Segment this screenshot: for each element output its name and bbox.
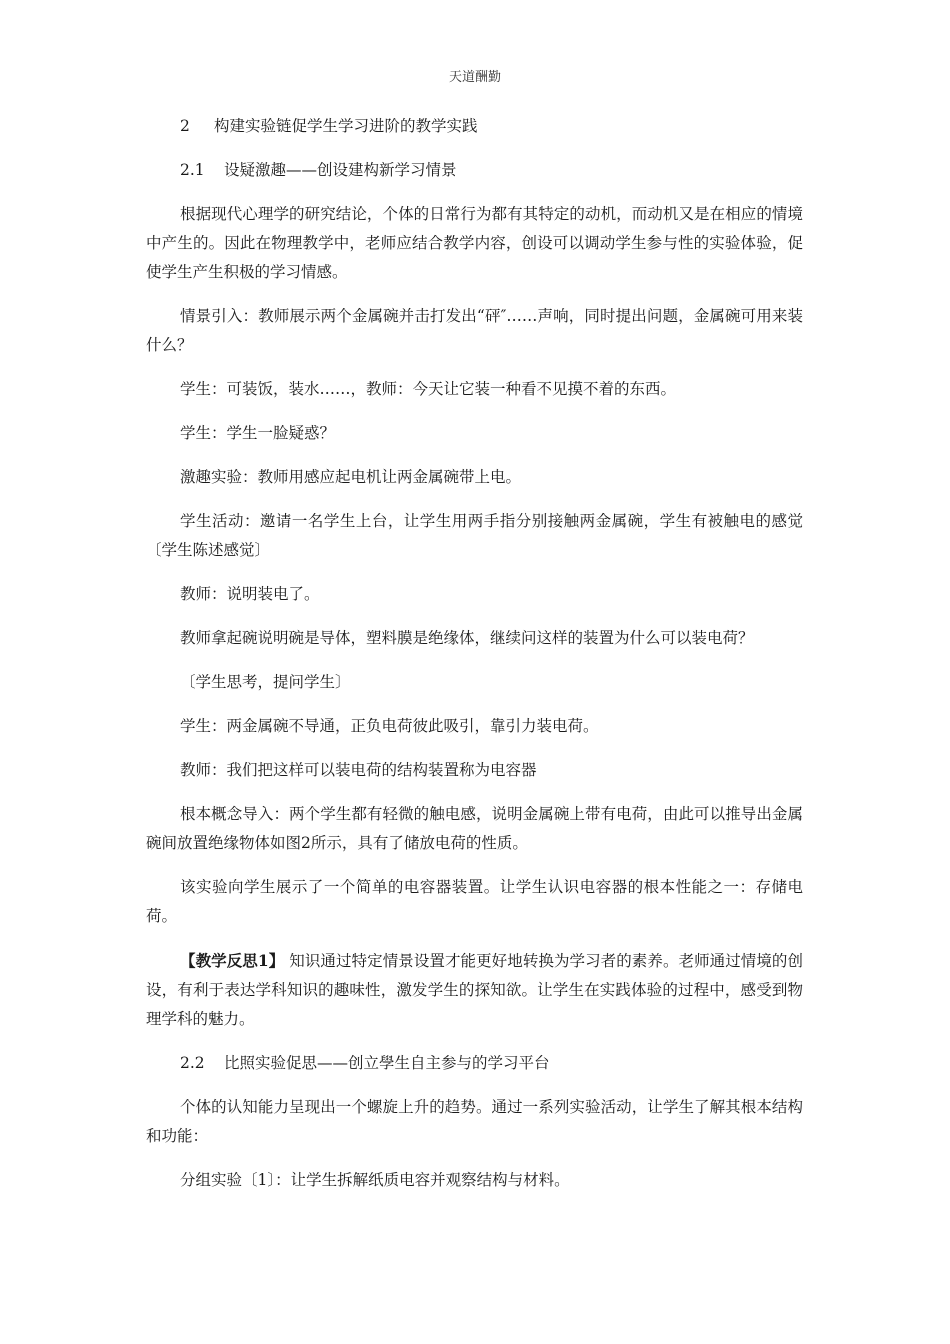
paragraph: 分组实验〔1〕：让学生拆解纸质电容并观察结构与材料。 [180, 1171, 570, 1189]
section-title: 构建实验链促学生学习进阶的教学实践 [214, 117, 478, 135]
paragraph: 学生：两金属碗不导通，正负电荷彼此吸引，靠引力装电荷。 [180, 717, 599, 735]
paragraph: 教师：我们把这样可以装电荷的结构装置称为电容器 [180, 761, 537, 779]
section-title: 设疑激趣——创设建构新学习情景 [224, 161, 457, 179]
section-heading-2-2 [146, 1049, 803, 1078]
paragraph: 根据现代心理学的研究结论，个体的日常行为都有其特定的动机，而动机又是在相应的情境中产生的。因此在物理教学中，老师应结合教学内容，创设可以调动学生参与性的实验体验，促使学生产生积极的学习情感。 [146, 205, 803, 281]
section-title: 比照实验促思——创立學生自主参与的学习平台 [224, 1054, 550, 1072]
section-number: 2.2 [180, 1054, 205, 1072]
section-number: 2.1 [180, 161, 205, 179]
section-heading-2-1 [146, 156, 803, 185]
paragraph: 〔学生思考，提问学生〕 [180, 673, 351, 691]
page-header: 天道酬勤 [448, 70, 501, 85]
paragraph: 教师拿起碗说明碗是导体，塑料膜是绝缘体，继续问这样的装置为什么可以装电荷？ [180, 629, 754, 647]
paragraph: 学生：学生一脸疑惑？ [180, 424, 336, 442]
paragraph: 教师：说明装电了。 [180, 585, 320, 603]
reflection-text: 知识通过特定情景设置才能更好地转换为学习者的素养。老师通过情境的创设，有利于表达学科知识的趣味性，激发学生的探知欲。让学生在实践体验的过程中，感受到物理学科的魅力。 [146, 952, 803, 1028]
section-heading-2 [146, 112, 803, 141]
paragraph: 情景引入：教师展示两个金属碗并击打发出“砰″……声响，同时提出问题，金属碗可用来装什么？ [146, 307, 803, 354]
paragraph: 个体的认知能力呈现出一个螺旋上升的趋势。通过一系列实验活动，让学生了解其根本结构和功能： [146, 1098, 803, 1145]
reflection-paragraph [146, 946, 803, 1034]
paragraph: 激趣实验：教师用感应起电机让两金属碗带上电。 [180, 468, 522, 486]
paragraph: 学生活动：邀请一名学生上台，让学生用两手指分别接触两金属碗，学生有被触电的感觉〔学生陈述感觉〕 [146, 512, 803, 559]
section-number: 2 [180, 117, 190, 135]
paragraph: 该实验向学生展示了一个简单的电容器装置。让学生认识电容器的根本性能之一：存储电荷。 [146, 878, 803, 925]
reflection-label: 【教学反思1】 [180, 951, 285, 970]
paragraph: 根本概念导入：两个学生都有轻微的触电感，说明金属碗上带有电荷，由此可以推导出金属碗间放置绝缘物体如图2所示，具有了储放电荷的性质。 [146, 805, 803, 852]
document-body [146, 112, 803, 1210]
paragraph: 学生：可装饭，装水……，教师：今天让它装一种看不见摸不着的东西。 [180, 380, 677, 398]
